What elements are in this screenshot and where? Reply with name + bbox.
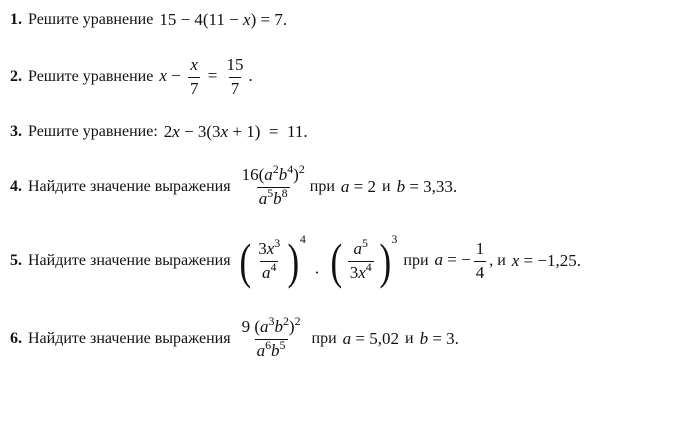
equation: x − $\frac{x}{7}$ = $\frac{15}{7}$ .: [159, 55, 253, 98]
expression: $\frac{9 (a^3b^2)^2}{a^6b^5}$: [241, 313, 301, 360]
b-value: 3,33: [423, 177, 453, 197]
problem-number: 3 .: [0, 123, 28, 141]
problem-text: Найдите значение выражения: [28, 178, 231, 196]
condition-word: при: [403, 252, 429, 269]
problem-text: Решите уравнение:: [28, 123, 158, 140]
problem-5: 5 . Найдите значение выражения ( $\frac{3x^3}{a^4}$ ) 4 · ( $\frac{a^5}{3x^4}$ ) 3 при a = − $\frac{1}{4}$ , и x = −1,25.: [0, 236, 686, 286]
equation: 2x − 3(3x + 1) = 11.: [163, 122, 308, 141]
problem-number: 1 .: [0, 11, 28, 29]
problem-text: Решите уравнение: [28, 11, 154, 28]
equation: 15 − 4(11 − x) = 7.: [159, 10, 288, 29]
problem-1: [0, 10, 686, 30]
and-word: и: [382, 178, 391, 196]
problem-2: [0, 56, 686, 98]
x-value: −1,25: [537, 251, 577, 270]
a-value: 2: [367, 177, 376, 197]
expression: $\frac{16(a^2b^4)^2}{a^5b^8}$: [241, 161, 305, 208]
a-value: 5,02: [369, 329, 399, 349]
and-word: и: [405, 330, 414, 348]
problem-number: 2 .: [0, 68, 28, 86]
condition-word: при: [311, 330, 337, 348]
problem-4: 4 . Найдите значение выражения $\frac{16(a^2b^4)^2}{a^5b^8}$ при a = 2 и b = 3,33.: [0, 166, 686, 208]
problem-number: 6 .: [0, 330, 28, 348]
condition-word: при: [309, 178, 335, 196]
problem-number: 5 .: [0, 252, 28, 270]
problem-3: [0, 122, 686, 142]
expression: ( $\frac{3x^3}{a^4}$ ) 4 · ( $\frac{a^5}{3x^4}$ ) 3: [239, 231, 398, 289]
b-value: 3: [446, 329, 455, 349]
problem-text: Найдите значение выражения: [28, 330, 231, 348]
problem-6: 6 . Найдите значение выражения $\frac{9 (a^3b^2)^2}{a^6b^5}$ при a = 5,02 и b = 3.: [0, 318, 686, 360]
and-word: , и: [489, 252, 506, 269]
problem-text: Найдите значение выражения: [28, 252, 231, 269]
problem-number: 4 .: [0, 178, 28, 196]
problem-text: Решите уравнение: [28, 68, 154, 86]
